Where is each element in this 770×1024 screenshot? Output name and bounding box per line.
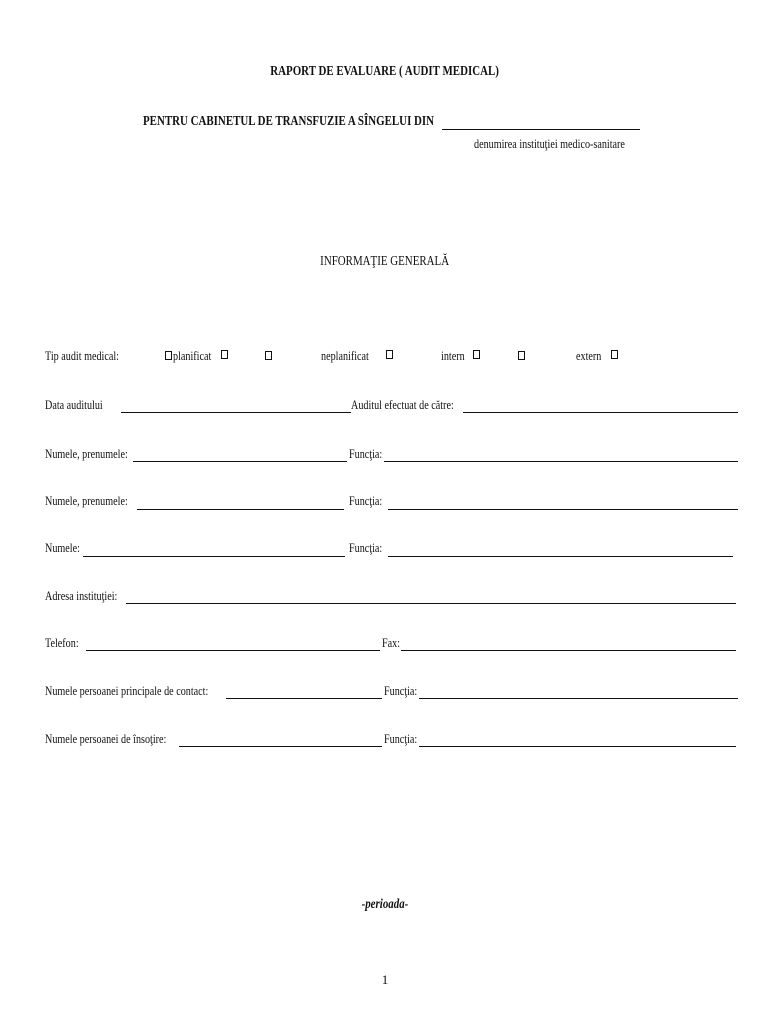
audit-option-neplanificat: neplanificat xyxy=(321,348,369,363)
function2-field[interactable] xyxy=(388,509,738,510)
contact-person-field[interactable] xyxy=(226,698,382,699)
contact-person-label: Numele persoanei principale de contact: xyxy=(45,683,209,698)
name1-field[interactable] xyxy=(133,461,347,462)
address-label: Adresa instituţiei: xyxy=(45,588,118,603)
name3-label: Numele: xyxy=(45,540,80,555)
section-title: INFORMAŢIE GENERALĂ xyxy=(320,254,450,269)
phone-field[interactable] xyxy=(86,650,380,651)
function1-label: Funcţia: xyxy=(349,446,383,461)
extern-checkbox[interactable] xyxy=(611,350,618,359)
institution-name-field[interactable] xyxy=(442,129,640,130)
address-field[interactable] xyxy=(126,603,736,604)
audit-type-label: Tip audit medical: xyxy=(45,348,119,363)
contact-function-label: Funcţia: xyxy=(384,683,418,698)
intern-checkbox[interactable] xyxy=(473,350,480,359)
period-label: -perioada- xyxy=(361,897,409,912)
audit-date-field[interactable] xyxy=(121,412,351,413)
checkbox-icon xyxy=(265,351,272,360)
name2-field[interactable] xyxy=(137,509,344,510)
escort-person-field[interactable] xyxy=(179,746,382,747)
name3-field[interactable] xyxy=(83,556,345,557)
checkbox-icon xyxy=(518,351,525,360)
page-number: 1 xyxy=(381,972,389,987)
function3-field[interactable] xyxy=(388,556,733,557)
planificat-checkbox[interactable] xyxy=(221,350,228,359)
contact-function-field[interactable] xyxy=(419,698,738,699)
name1-label: Numele, prenumele: xyxy=(45,446,128,461)
fax-field[interactable] xyxy=(401,650,736,651)
neplanificat-checkbox[interactable] xyxy=(386,350,393,359)
name2-label: Numele, prenumele: xyxy=(45,493,128,508)
checkbox-icon xyxy=(165,351,172,360)
escort-function-label: Funcţia: xyxy=(384,731,418,746)
document-subtitle: PENTRU CABINETUL DE TRANSFUZIE A SÎNGELUI DIN xyxy=(143,114,435,129)
audit-option-extern: extern xyxy=(576,348,602,363)
audited-by-field[interactable] xyxy=(463,412,738,413)
institution-caption: denumirea instituţiei medico-sanitare xyxy=(474,136,625,151)
function2-label: Funcţia: xyxy=(349,493,383,508)
audit-option-planificat: planificat xyxy=(173,348,212,363)
function1-field[interactable] xyxy=(384,461,738,462)
audit-option-intern: intern xyxy=(441,348,465,363)
phone-label: Telefon: xyxy=(45,635,79,650)
escort-person-label: Numele persoanei de însoţire: xyxy=(45,731,167,746)
function3-label: Funcţia: xyxy=(349,540,383,555)
audit-date-label: Data auditului xyxy=(45,397,103,412)
fax-label: Fax: xyxy=(382,635,401,650)
escort-function-field[interactable] xyxy=(419,746,736,747)
audited-by-label: Auditul efectuat de către: xyxy=(351,397,454,412)
document-title: RAPORT DE EVALUARE ( AUDIT MEDICAL) xyxy=(270,64,500,79)
